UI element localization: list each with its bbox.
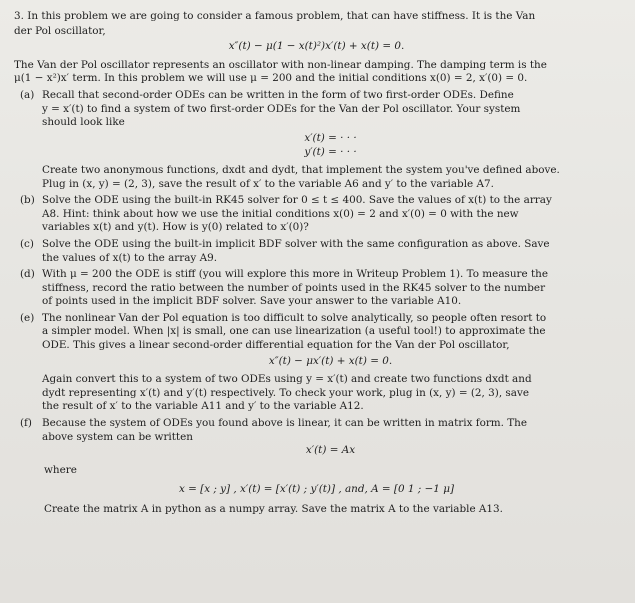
part-e-line: a simpler model. When |x| is small, one can use linearization (a useful tool!) to approximate the — [42, 325, 546, 338]
part-a-line: Plug in (x, y) = (2, 3), save the result of x′ to the variable A6 and y′ to the variable A7. — [42, 177, 494, 190]
part-a-label: (a) — [20, 88, 35, 101]
part-c-label: (c) — [20, 237, 34, 250]
part-a-line: Recall that second-order ODEs can be written in the form of two first-order ODEs. Define — [42, 88, 514, 101]
part-d-line: With μ = 200 the ODE is stiff (you will explore this more in Writeup Problem 1). To measure the — [42, 268, 548, 281]
part-e-line: Again convert this to a system of two ODEs using y = x′(t) and create two functions dxdt and — [42, 373, 532, 386]
part-e-line: the result of x′ to the variable A11 and y′ to the variable A12. — [42, 400, 364, 413]
system-eq-y: y′(t) = · · · — [304, 146, 357, 159]
part-d-line: of points used in the implicit BDF solver. Save your answer to the variable A10. — [42, 295, 462, 308]
part-c-line: Solve the ODE using the built-in implicit BDF solver with the same configuration as above. Save — [42, 237, 550, 250]
part-b-line: Solve the ODE using the built-in RK45 solver for 0 ≤ t ≤ 400. Save the values of x(t) to the array — [42, 194, 552, 207]
part-e-line: ODE. This gives a linear second-order differential equation for the Van der Pol oscillator, — [42, 339, 510, 352]
problem-intro-line-2: der Pol oscillator, — [14, 24, 106, 37]
part-b — [14, 194, 619, 235]
part-a-line: y = x′(t) to find a system of two first-order ODEs for the Van der Pol oscillator. Your system — [42, 102, 521, 115]
system-eq-x: x′(t) = · · · — [304, 131, 357, 144]
linearized-equation: x″(t) − μx′(t) + x(t) = 0. — [268, 354, 393, 367]
part-b-label: (b) — [20, 194, 35, 207]
part-a — [14, 89, 619, 191]
part-f-label: (f) — [20, 417, 32, 430]
damping-line-1: The Van der Pol oscillator represents an oscillator with non-linear damping. The damping term is the — [14, 58, 547, 71]
part-a-line: Create two anonymous functions, dxdt and dydt, that implement the system you've defined above. — [42, 163, 560, 176]
problem-intro-line-1: 3. In this problem we are going to consider a famous problem, that can have stiffness. It is the Van — [14, 10, 536, 22]
part-f — [14, 417, 619, 460]
part-b-line: variables x(t) and y(t). How is y(0) related to x′(0)? — [42, 221, 309, 234]
part-e — [14, 312, 619, 414]
part-f-final-instruction: Create the matrix A in python as a numpy array. Save the matrix A to the variable A13. — [44, 503, 503, 515]
part-f-line: above system can be written — [42, 430, 193, 443]
part-d — [14, 268, 619, 309]
part-c — [14, 238, 619, 265]
damping-paragraph — [14, 59, 619, 86]
van-der-pol-equation: x″(t) − μ(1 − x(t)²)x′(t) + x(t) = 0. — [228, 40, 405, 53]
part-e-label: (e) — [20, 311, 35, 324]
part-c-line: the values of x(t) to the array A9. — [42, 251, 218, 264]
part-f-line: Because the system of ODEs you found above is linear, it can be written in matrix form. The — [42, 417, 528, 430]
part-e-line: dydt representing x′(t) and y′(t) respectively. To check your work, plug in (x, y) = (2, 3), save — [42, 386, 529, 399]
part-d-line: stiffness, record the ratio between the number of points used in the RK45 solver to the number — [42, 281, 546, 294]
damping-line-2: μ(1 − x²)x′ term. In this problem we will use μ = 200 and the initial conditions x(0) = 2, x′(0) = 0. — [14, 72, 528, 85]
part-d-label: (d) — [20, 268, 35, 281]
part-b-line: A8. Hint: think about how we use the initial conditions x(0) = 2 and x′(0) = 0 with the new — [42, 207, 519, 220]
part-a-line: should look like — [42, 116, 125, 129]
matrix-definitions: x = [x ; y] , x′(t) = [x′(t) ; y′(t)] , and, A = [0 1 ; −1 μ] — [178, 483, 455, 496]
where-label: where — [44, 463, 77, 476]
matrix-form-equation: x′(t) = Ax — [305, 444, 356, 457]
part-e-line: The nonlinear Van der Pol equation is too difficult to solve analytically, so people often resort to — [42, 311, 547, 324]
